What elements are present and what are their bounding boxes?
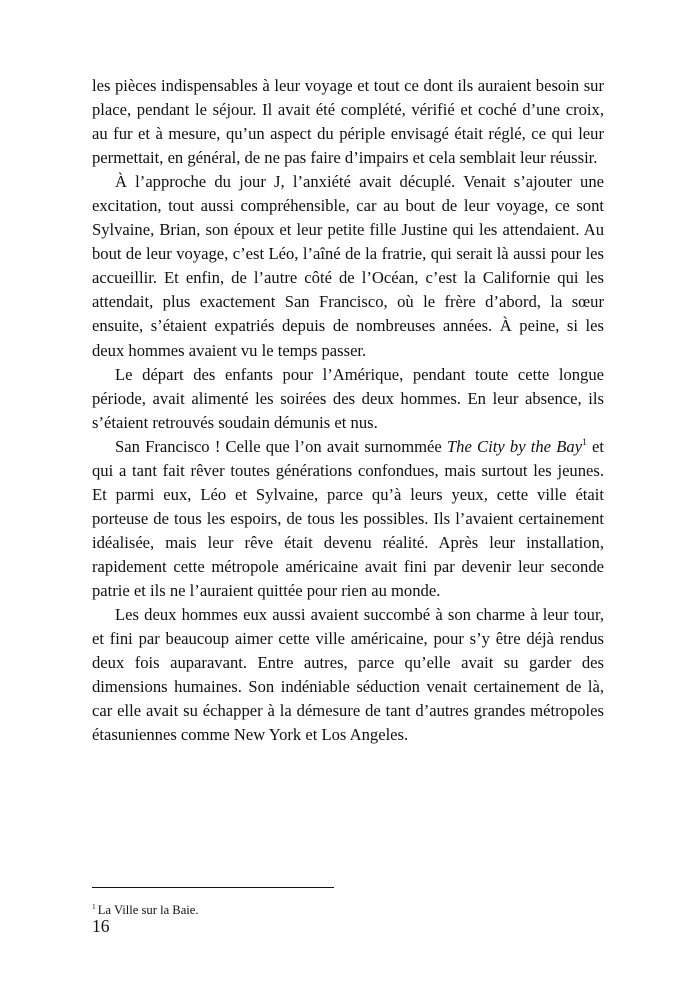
paragraph-4-start: San Francisco ! Celle que l’on avait surnommée: [115, 436, 447, 456]
city-nickname: The City by the Bay: [446, 436, 583, 456]
paragraph-5: Les deux hommes eux aussi avaient succombé à son charme à leur tour, et fini par beaucoup aimer cette ville américaine, pour s’y être déjà rendus deux fois auparavant. Entre autres, parce qu’elle avait su garder des dimensions humaines. Son indéniable séduction venait certainement de là, car elle avait su échapper à la démesure de tant d’autres grandes métropoles étasuniennes comme New York et Los Angeles.: [92, 605, 604, 745]
paragraph-1: les pièces indispensables à leur voyage et tout ce dont ils auraient besoin sur place, pendant le séjour. Il avait été complété, vérifié et coché d’une croix, au fur et à mesure, qu’un aspect du périple envisagé était réglé, ce qui leur permettait, en général, de ne pas faire d’impairs et cela semblait leur réussir.: [92, 76, 604, 168]
paragraph-2: À l’approche du jour J, l’anxiété avait décuplé. Venait s’ajouter une excitation, tout aussi compréhensible, car au bout de leur voyage, ce sont Sylvaine, Brian, son époux et leur petite fille Justine qui les attendaient. Au bout de leur voyage, c’est Léo, l’aîné de la fratrie, qui serait là aussi pour les accueillir. Et enfin, de l’autre côté de l’Océan, c’est la Californie qui les attendait, plus exactement San Francisco, où le frère d’abord, la sœur ensuite, s’étaient expatriés depuis de nombreuses années. À peine, si les deux hommes avaient vu le temps passer.: [92, 172, 604, 360]
paragraph-4: [92, 435, 604, 603]
footnote-number: 1: [92, 902, 96, 911]
page-body: [92, 74, 604, 747]
page-number: 16: [92, 916, 110, 936]
footnote-reference[interactable]: 1: [582, 437, 587, 448]
paragraph-3: Le départ des enfants pour l’Amérique, pendant toute cette longue période, avait alimenté les soirées des deux hommes. En leur absence, ils s’étaient retrouvés soudain démunis et nus.: [92, 364, 604, 432]
footnote-separator: [92, 887, 334, 888]
paragraph-4-end: et qui a tant fait rêver toutes générations confondues, mais surtout les jeunes. Et parmi eux, Léo et Sylvaine, parce qu’à leurs yeux, cette ville était porteuse de tous les espoirs, de tous les possibles. Ils l’avaient certainement idéalisée, mais leur rêve était devenu réalité. Après leur installation, rapidement cette métropole américaine avait fini par devenir leur seconde patrie et ils ne l’auraient quittée pour rien au monde.: [92, 436, 604, 600]
footnote-text: La Ville sur la Baie.: [97, 903, 199, 917]
